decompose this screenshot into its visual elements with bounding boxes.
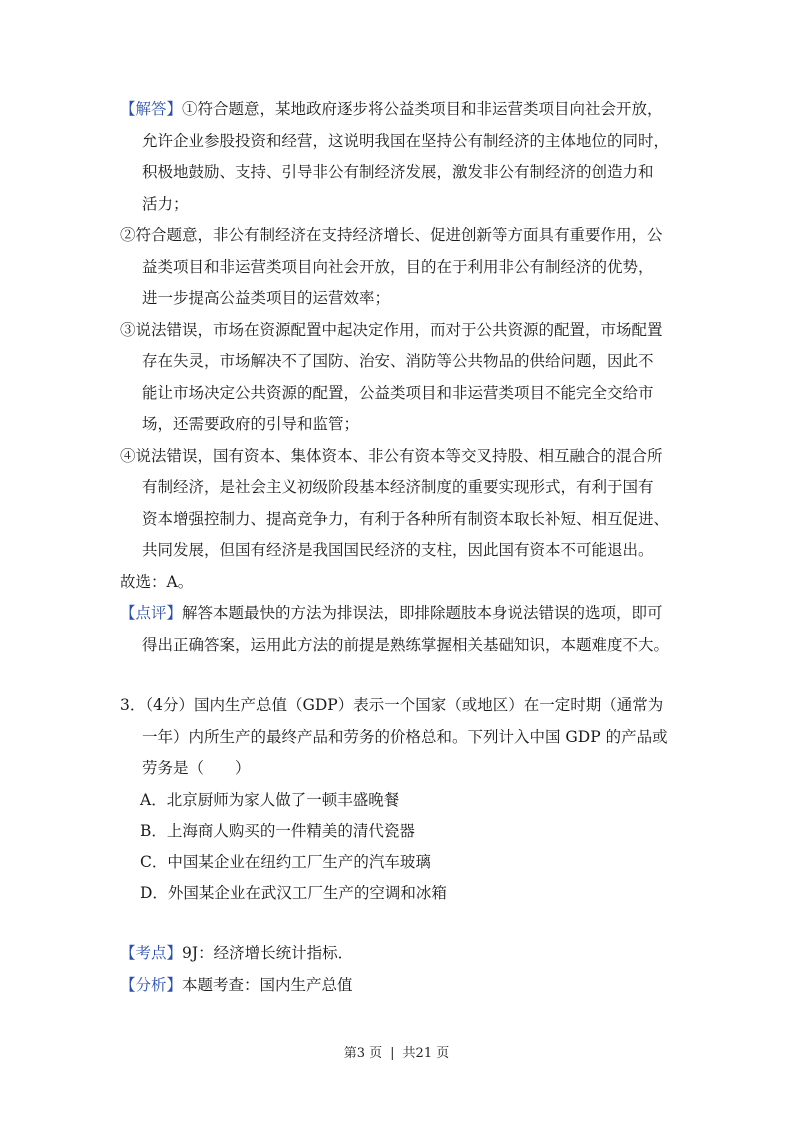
answer-line-1: 【解答】①符合题意，某地政府逐步将公益类项目和非运营类项目向社会开放， [120, 100, 663, 118]
kaodian-line: 【考点】9J：经济增长统计指标． [120, 944, 354, 962]
page-footer [0, 1042, 793, 1061]
answer-line-4: 活力； [142, 194, 189, 213]
answer-line-7: 进一步提高公益类项目的运营效率； [142, 289, 391, 307]
option-d: D．外国某企业在武汉工厂生产的空调和冰箱 [140, 883, 447, 902]
answer-section [120, 94, 680, 661]
answer-line-10: 能让市场决定公共资源的配置，公益类项目和非运营类项目不能完全交给市 [142, 383, 654, 402]
question-stem-line-1: 3．（4分）国内生产总值（GDP）表示一个国家（或地区）在一定时期（通常为 [120, 696, 664, 714]
comment-tag: 【点评】 [120, 604, 183, 622]
fenxi-line: 【分析】本题考查：国内生产总值 [120, 975, 353, 994]
analysis-section [120, 938, 680, 1001]
answer-line-12: ④说法错误，国有资本、集体资本、非公有资本等交叉持股、相互融合的混合所 [120, 446, 663, 465]
answer-line-14: 资本增强控制力、提高竞争力，有利于各种所有制资本取长补短、相互促进、 [142, 509, 670, 528]
footer-separator: | [390, 1046, 395, 1061]
question-stem-line-2: 一年）内所生产的最终产品和劳务的价格总和。下列计入中国 GDP 的产品或 [142, 727, 668, 746]
option-a: A．北京厨师为家人做了一顿丰盛晚餐 [140, 790, 400, 809]
answer-line-6: 益类项目和非运营类项目向社会开放，目的在于利用非公有制经济的优势， [142, 257, 654, 276]
kaodian-tag: 【考点】 [120, 944, 183, 962]
answer-line-9: 存在失灵，市场解决不了国防、治安、消防等公共物品的供给问题，因此不 [142, 352, 654, 370]
answer-line-8: ③说法错误，市场在资源配置中起决定作用，而对于公共资源的配置，市场配置 [120, 320, 663, 339]
question-3 [120, 690, 680, 909]
answer-choice-line: 故选：A。 [120, 572, 194, 591]
answer-tag: 【解答】 [120, 100, 183, 118]
answer-line-15: 共同发展，但国有经济是我国国民经济的支柱，因此国有资本不可能退出。 [142, 541, 654, 559]
fenxi-tag: 【分析】 [120, 975, 183, 994]
total-pages: 共21 页 [402, 1046, 450, 1061]
comment-line-1: 【点评】解答本题最快的方法为排误法，即排除题肢本身说法错误的选项，即可 [120, 604, 663, 622]
comment-line-2: 得出正确答案，运用此方法的前提是熟练掌握相关基础知识，本题难度不大。 [142, 635, 670, 654]
option-b: B．上海商人购买的一件精美的清代瓷器 [140, 821, 415, 840]
option-c: C．中国某企业在纽约工厂生产的汽车玻璃 [140, 852, 431, 871]
answer-line-11: 场，还需要政府的引导和监管； [142, 415, 360, 433]
answer-line-13: 有制经济，是社会主义初级阶段基本经济制度的重要实现形式，有利于国有 [142, 478, 654, 496]
answer-line-2: 允许企业参股投资和经营，这说明我国在坚持公有制经济的主体地位的同时， [142, 131, 670, 150]
answer-line-5: ②符合题意，非公有制经济在支持经济增长、促进创新等方面具有重要作用，公 [120, 226, 663, 244]
question-stem-line-3: 劳务是（ ） [142, 759, 251, 777]
page-number: 第3 页 [343, 1046, 383, 1061]
answer-line-3: 积极地鼓励、支持、引导非公有制经济发展，激发非公有制经济的创造力和 [142, 163, 654, 181]
